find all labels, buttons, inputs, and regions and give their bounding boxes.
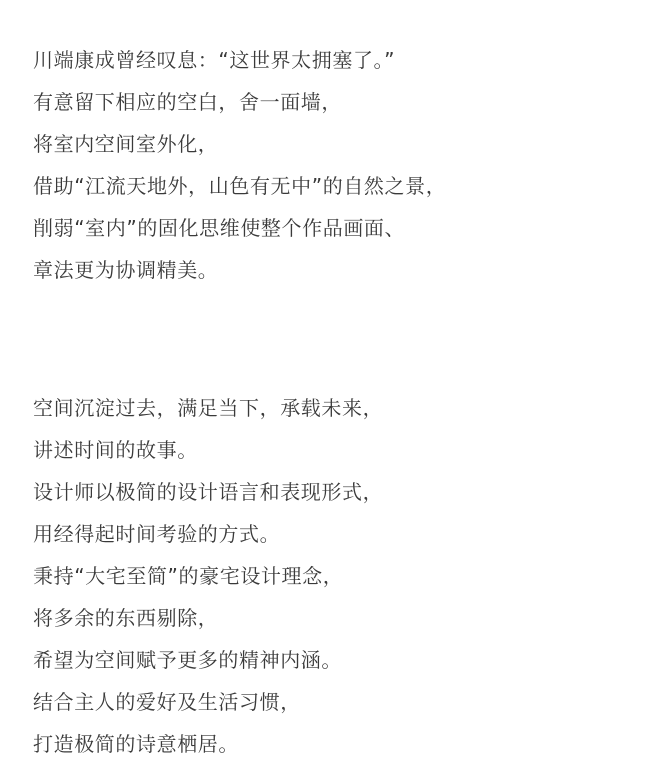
paragraph-2: [33, 387, 633, 765]
text-line: 讲述时间的故事。: [33, 438, 198, 462]
text-line: 章法更为协调精美。: [33, 258, 219, 282]
text-line: 将室内空间室外化，: [33, 132, 219, 156]
text-line: 削弱“室内”的固化思维使整个作品画面、: [33, 216, 406, 240]
text-line: 将多余的东西剔除，: [33, 606, 219, 630]
paragraph-1: [33, 0, 633, 291]
text-line: 川端康成曾经叹息：“这世界太拥塞了。”: [33, 48, 396, 72]
text-line: 希望为空间赋予更多的精神内涵。: [33, 648, 342, 672]
text-line: 空间沉淀过去，满足当下，承载未来，: [33, 396, 384, 420]
text-line: 结合主人的爱好及生活习惯，: [33, 690, 301, 714]
text-line: 有意留下相应的空白，舍一面墙，: [33, 90, 342, 114]
text-line: 设计师以极简的设计语言和表现形式，: [33, 480, 384, 504]
text-line: 秉持“大宅至简”的豪宅设计理念，: [33, 564, 344, 588]
text-line: 借助“江流天地外，山色有无中”的自然之景，: [33, 174, 447, 198]
text-line: 打造极简的诗意栖居。: [33, 732, 239, 756]
article-body: [33, 0, 633, 765]
text-line: 用经得起时间考验的方式。: [33, 522, 281, 546]
